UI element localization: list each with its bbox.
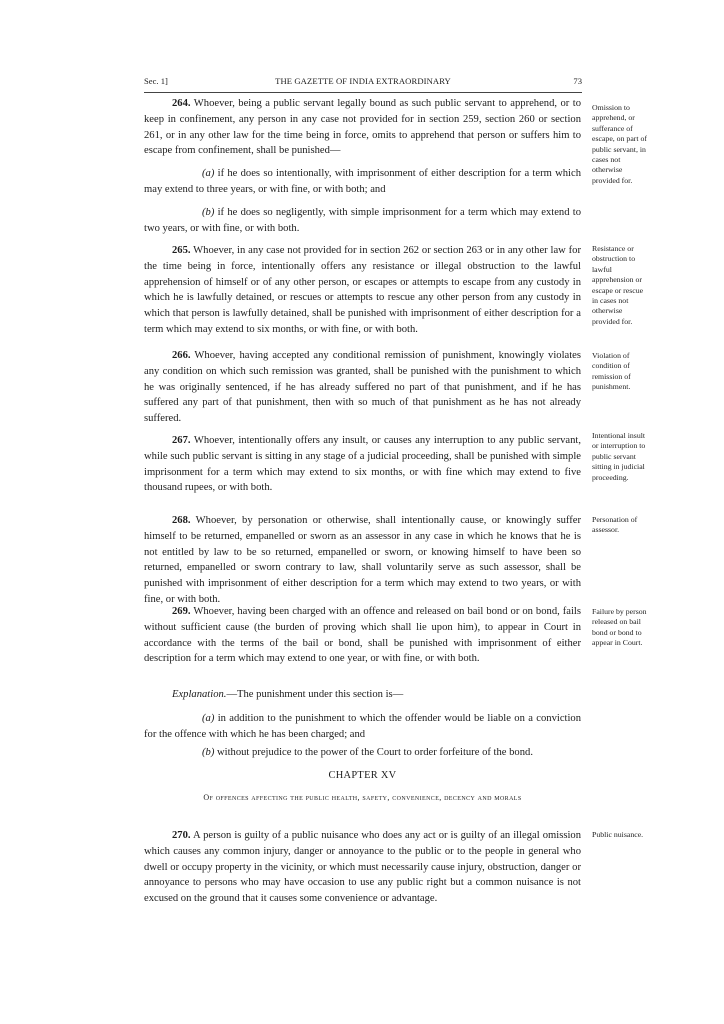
clause-label: (a) (202, 713, 215, 724)
clause-264-b (144, 205, 581, 237)
section-number: 267. (172, 435, 191, 446)
section-267 (144, 433, 581, 496)
section-264 (144, 96, 581, 159)
section-268 (144, 513, 581, 608)
section-270 (144, 828, 581, 907)
section-number: 264. (172, 98, 191, 109)
clause-text: if he does so negligently, with simple imprisonment for a term which may extend to two years, or with fine, or with both. (144, 207, 581, 234)
clause-text: if he does so intentionally, with imprisonment of either description for a term which may extend to three years, or with fine, or with both; and (144, 168, 581, 195)
margin-note-269: Failure by person released on bail bond or bond to appear in Court. (592, 607, 647, 648)
section-text: Whoever, by personation or otherwise, shall intentionally cause, or knowingly suffer himself to be returned, empanelled or sworn as an assessor in any case in which he knows that he is not entitled by law to be so returned, empanelled or sworn, or knowing himself to have been so returned, empanelled or sworn contrary to law, shall voluntarily serve as such assessor, shall be punished with imprisonment of either description for a term which may extend to two years, or with fine, or with both. (144, 515, 581, 605)
margin-note-267: Intentional insult or interruption to public servant sitting in judicial proceeding. (592, 431, 646, 482)
section-number: 266. (172, 350, 191, 361)
section-text: Whoever, in any case not provided for in section 262 or section 263 or in any other law for the time being in force, intentionally offers any resistance or illegal obstruction to the lawful apprehension of himself or of any other person, or escapes or attempts to escape from any custody in which he is lawfully detained, or rescues or attempts to rescue any other person from any custody in which that person is lawfully detained, shall be punished with imprisonment of either description for a term which may extend to six months, or with fine, or with both. (144, 245, 581, 335)
clause-text: in addition to the punishment to which the offender would be liable on a conviction for the offence with which he has been charged; and (144, 713, 581, 740)
section-269 (144, 604, 581, 667)
clause-label: (b) (202, 207, 215, 218)
clause-label: (b) (202, 747, 215, 758)
header-section: Sec. 1] (144, 76, 168, 86)
header-rule (144, 92, 582, 93)
section-265 (144, 243, 581, 338)
clause-264-a (144, 166, 581, 198)
section-text: Whoever, intentionally offers any insult, or causes any interruption to any public servant, while such public servant is sitting in any stage of a judicial proceeding, shall be punished with simple imprisonment for a term which may extend to six months, or with fine which may extend to five thousand rupees, or with both. (144, 435, 581, 494)
explanation-clause-a (144, 711, 581, 743)
section-number: 270. (172, 830, 191, 841)
section-text: Whoever, having been charged with an offence and released on bail bond or on bond, fails without sufficient cause (the burden of proving which shall lie upon him), to appear in Court in accordance with the terms of the bail or bond, shall be punished with imprisonment of either description for a term which may extend to one year, or with fine, or with both. (144, 606, 581, 665)
section-text: Whoever, being a public servant legally bound as such public servant to apprehend, or to keep in confinement, any person in any case not provided for in section 259, section 260 or section 261, or in any other law for the time being in force, omits to apprehend that person or suffers him to escape from confinement, shall be punished— (144, 98, 581, 157)
chapter-title: CHAPTER XV (328, 770, 397, 781)
explanation-text: —The punishment under this section is— (226, 689, 404, 700)
clause-label: (a) (202, 168, 215, 179)
page-header (144, 76, 582, 90)
header-page-number: 73 (573, 76, 582, 86)
section-number: 268. (172, 515, 191, 526)
chapter-subtitle: Of offences affecting the public health, safety, convenience, decency and morals (203, 793, 522, 802)
section-266 (144, 348, 581, 427)
margin-note-265: Resistance or obstruction to lawful apprehension or escape or rescue in cases not otherwise provided for. (592, 244, 644, 326)
margin-note-268: Personation of assessor. (592, 515, 638, 535)
section-text: A person is guilty of a public nuisance who does any act or is guilty of an illegal omission which causes any common injury, danger or annoyance to the public or to the people in general who dwell or occupy property in the vicinity, or which must necessarily cause injury, obstruction, danger or annoyance to persons who may have occasion to use any public right but a common nuisance is not excused on the ground that it causes some convenience or advantage. (144, 830, 581, 905)
section-text: Whoever, having accepted any conditional remission of punishment, knowingly violates any condition on which such remission was granted, shall be punished with the punishment to which he was originally sentenced, if he has already suffered no part of that punishment, and if he has suffered any part of that punishment, then with so much of that punishment as he has not already suffered. (144, 350, 581, 425)
header-title: THE GAZETTE OF INDIA EXTRAORDINARY (275, 76, 451, 86)
explanation-label: Explanation. (172, 689, 227, 700)
section-number: 265. (172, 245, 191, 256)
margin-note-270: Public nuisance. (592, 830, 644, 839)
clause-text: without prejudice to the power of the Court to order forfeiture of the bond. (214, 747, 533, 758)
section-number: 269. (172, 606, 191, 617)
margin-note-264: Omission to apprehend, or sufferance of escape, on part of public servant, in cases not otherwise provided for. (592, 103, 647, 185)
explanation-clause-b (144, 745, 581, 761)
margin-note-266: Violation of condition of remission of punishment. (592, 351, 631, 392)
explanation-269 (144, 687, 581, 703)
